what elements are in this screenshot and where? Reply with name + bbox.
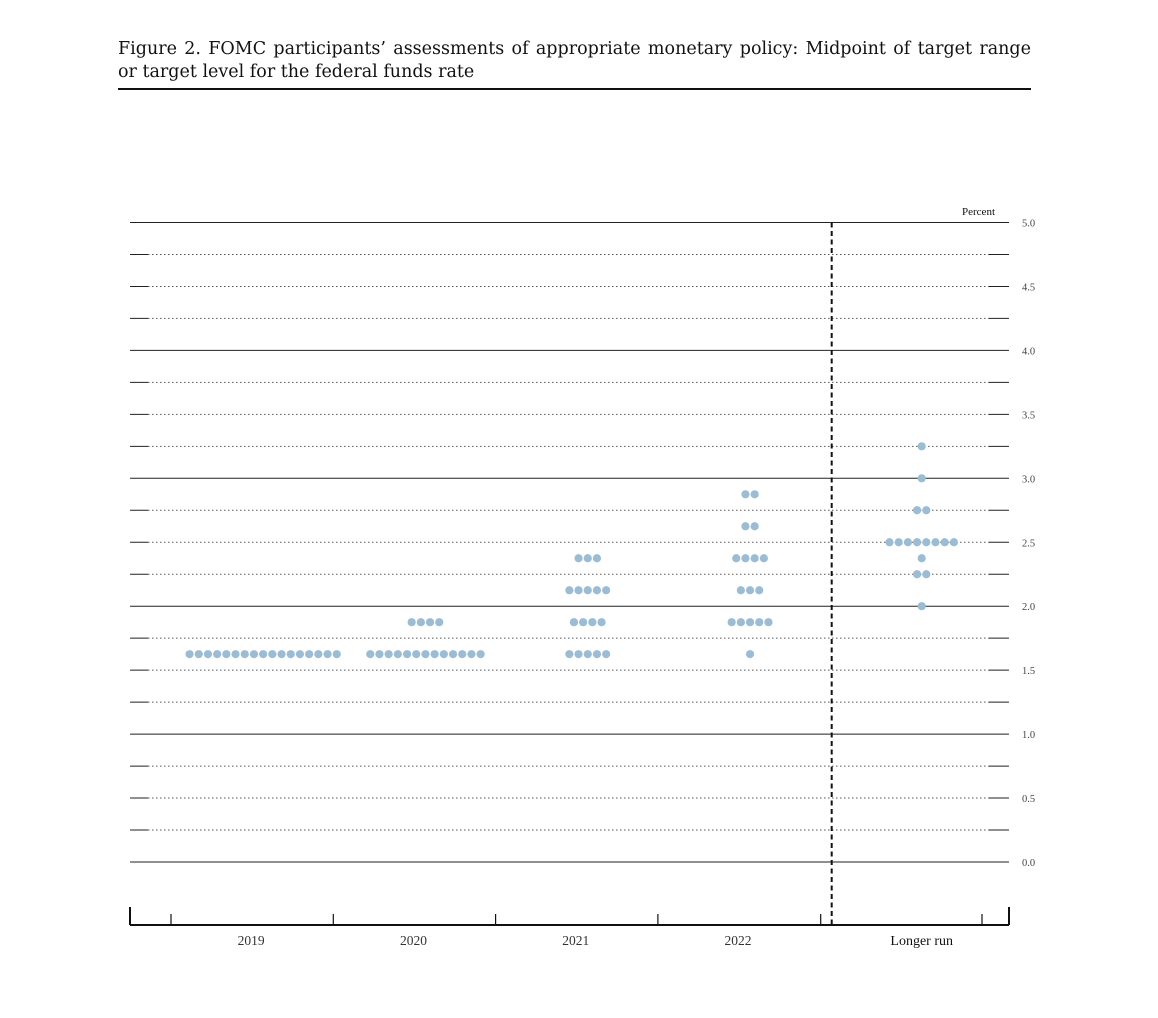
dot-marker	[574, 650, 582, 658]
dot-marker	[597, 618, 605, 626]
dot-marker	[746, 618, 754, 626]
dot-marker	[746, 650, 754, 658]
dot-marker	[394, 650, 402, 658]
dot-marker	[574, 554, 582, 562]
y-tick-label: 2.5	[1022, 538, 1036, 550]
dot-marker	[296, 650, 304, 658]
dot-marker	[570, 618, 578, 626]
dot-marker	[421, 650, 429, 658]
y-tick-label: 0.5	[1022, 794, 1036, 806]
dot-marker	[895, 538, 903, 546]
dot-marker	[918, 474, 926, 482]
dot-marker	[760, 554, 768, 562]
x-category-label: 2021	[562, 933, 590, 948]
dot-marker	[931, 538, 939, 546]
dot-marker	[913, 506, 921, 514]
dot-marker	[755, 618, 763, 626]
dot-marker	[950, 538, 958, 546]
dot-marker	[467, 650, 475, 658]
dot-marker	[741, 490, 749, 498]
dot-marker	[593, 554, 601, 562]
dot-marker	[755, 586, 763, 594]
dot-marker	[287, 650, 295, 658]
dot-marker	[593, 650, 601, 658]
dot-marker	[741, 554, 749, 562]
dot-marker	[751, 490, 759, 498]
dot-marker	[922, 506, 930, 514]
dot-marker	[922, 570, 930, 578]
dot-marker	[602, 586, 610, 594]
dot-marker	[913, 538, 921, 546]
y-axis-label: Percent	[962, 206, 995, 218]
dot-marker	[574, 586, 582, 594]
y-tick-label: 2.0	[1022, 602, 1036, 614]
dot-marker	[584, 586, 592, 594]
dot-marker	[333, 650, 341, 658]
dot-marker	[375, 650, 383, 658]
dot-marker	[259, 650, 267, 658]
dot-marker	[250, 650, 258, 658]
dot-marker	[417, 618, 425, 626]
dot-marker	[231, 650, 239, 658]
x-category-label: 2022	[724, 933, 752, 948]
dot-marker	[579, 618, 587, 626]
y-tick-label: 4.0	[1022, 346, 1036, 358]
dot-marker	[314, 650, 322, 658]
dot-marker	[602, 650, 610, 658]
dot-marker	[477, 650, 485, 658]
y-tick-label: 1.5	[1022, 666, 1036, 678]
dot-marker	[904, 538, 912, 546]
dot-marker	[737, 586, 745, 594]
dot-marker	[918, 602, 926, 610]
x-category-label: 2019	[237, 933, 265, 948]
dot-marker	[593, 586, 601, 594]
dot-marker	[440, 650, 448, 658]
dot-marker	[751, 554, 759, 562]
x-category-label: Longer run	[890, 934, 953, 949]
dot-marker	[185, 650, 193, 658]
x-axis	[130, 907, 1009, 949]
dot-marker	[458, 650, 466, 658]
dot-marker	[213, 650, 221, 658]
dot-marker	[588, 618, 596, 626]
y-tick-label: 4.5	[1022, 282, 1036, 294]
dot-marker	[913, 570, 921, 578]
dot-marker	[728, 618, 736, 626]
dot-marker	[366, 650, 374, 658]
dot-marker	[195, 650, 203, 658]
y-tick-label: 3.5	[1022, 410, 1036, 422]
dot-marker	[435, 618, 443, 626]
dot-marker	[403, 650, 411, 658]
dot-marker	[764, 618, 772, 626]
dot-marker	[746, 586, 754, 594]
dot-marker	[918, 442, 926, 450]
dot-marker	[408, 618, 416, 626]
y-tick-label: 0.0	[1022, 858, 1036, 869]
dot-marker	[268, 650, 276, 658]
y-tick-label: 1.0	[1022, 730, 1036, 742]
dot-marker	[922, 538, 930, 546]
dot-marker	[426, 618, 434, 626]
dot-marker	[323, 650, 331, 658]
dot-marker	[584, 650, 592, 658]
y-tick-label: 5.0	[1022, 218, 1036, 230]
dot-marker	[565, 586, 573, 594]
dot-marker	[941, 538, 949, 546]
figure-title: Figure 2. FOMC participants’ assessments of appropriate monetary policy: Midpoint of target range or target level for the federal funds rate	[118, 39, 1031, 82]
dot-marker	[885, 538, 893, 546]
dot-marker	[918, 554, 926, 562]
dot-marker	[241, 650, 249, 658]
dots-layer	[185, 442, 958, 658]
dot-marker	[222, 650, 230, 658]
dot-marker	[732, 554, 740, 562]
dot-marker	[277, 650, 285, 658]
y-tick-label: 3.0	[1022, 474, 1036, 486]
dot-marker	[565, 650, 573, 658]
dot-marker	[204, 650, 212, 658]
dot-marker	[449, 650, 457, 658]
dot-marker	[751, 522, 759, 530]
dot-marker	[741, 522, 749, 530]
x-category-label: 2020	[399, 933, 427, 948]
dot-marker	[737, 618, 745, 626]
dot-marker	[431, 650, 439, 658]
dot-marker	[584, 554, 592, 562]
dot-marker	[305, 650, 313, 658]
dot-marker	[385, 650, 393, 658]
dot-marker	[412, 650, 420, 658]
